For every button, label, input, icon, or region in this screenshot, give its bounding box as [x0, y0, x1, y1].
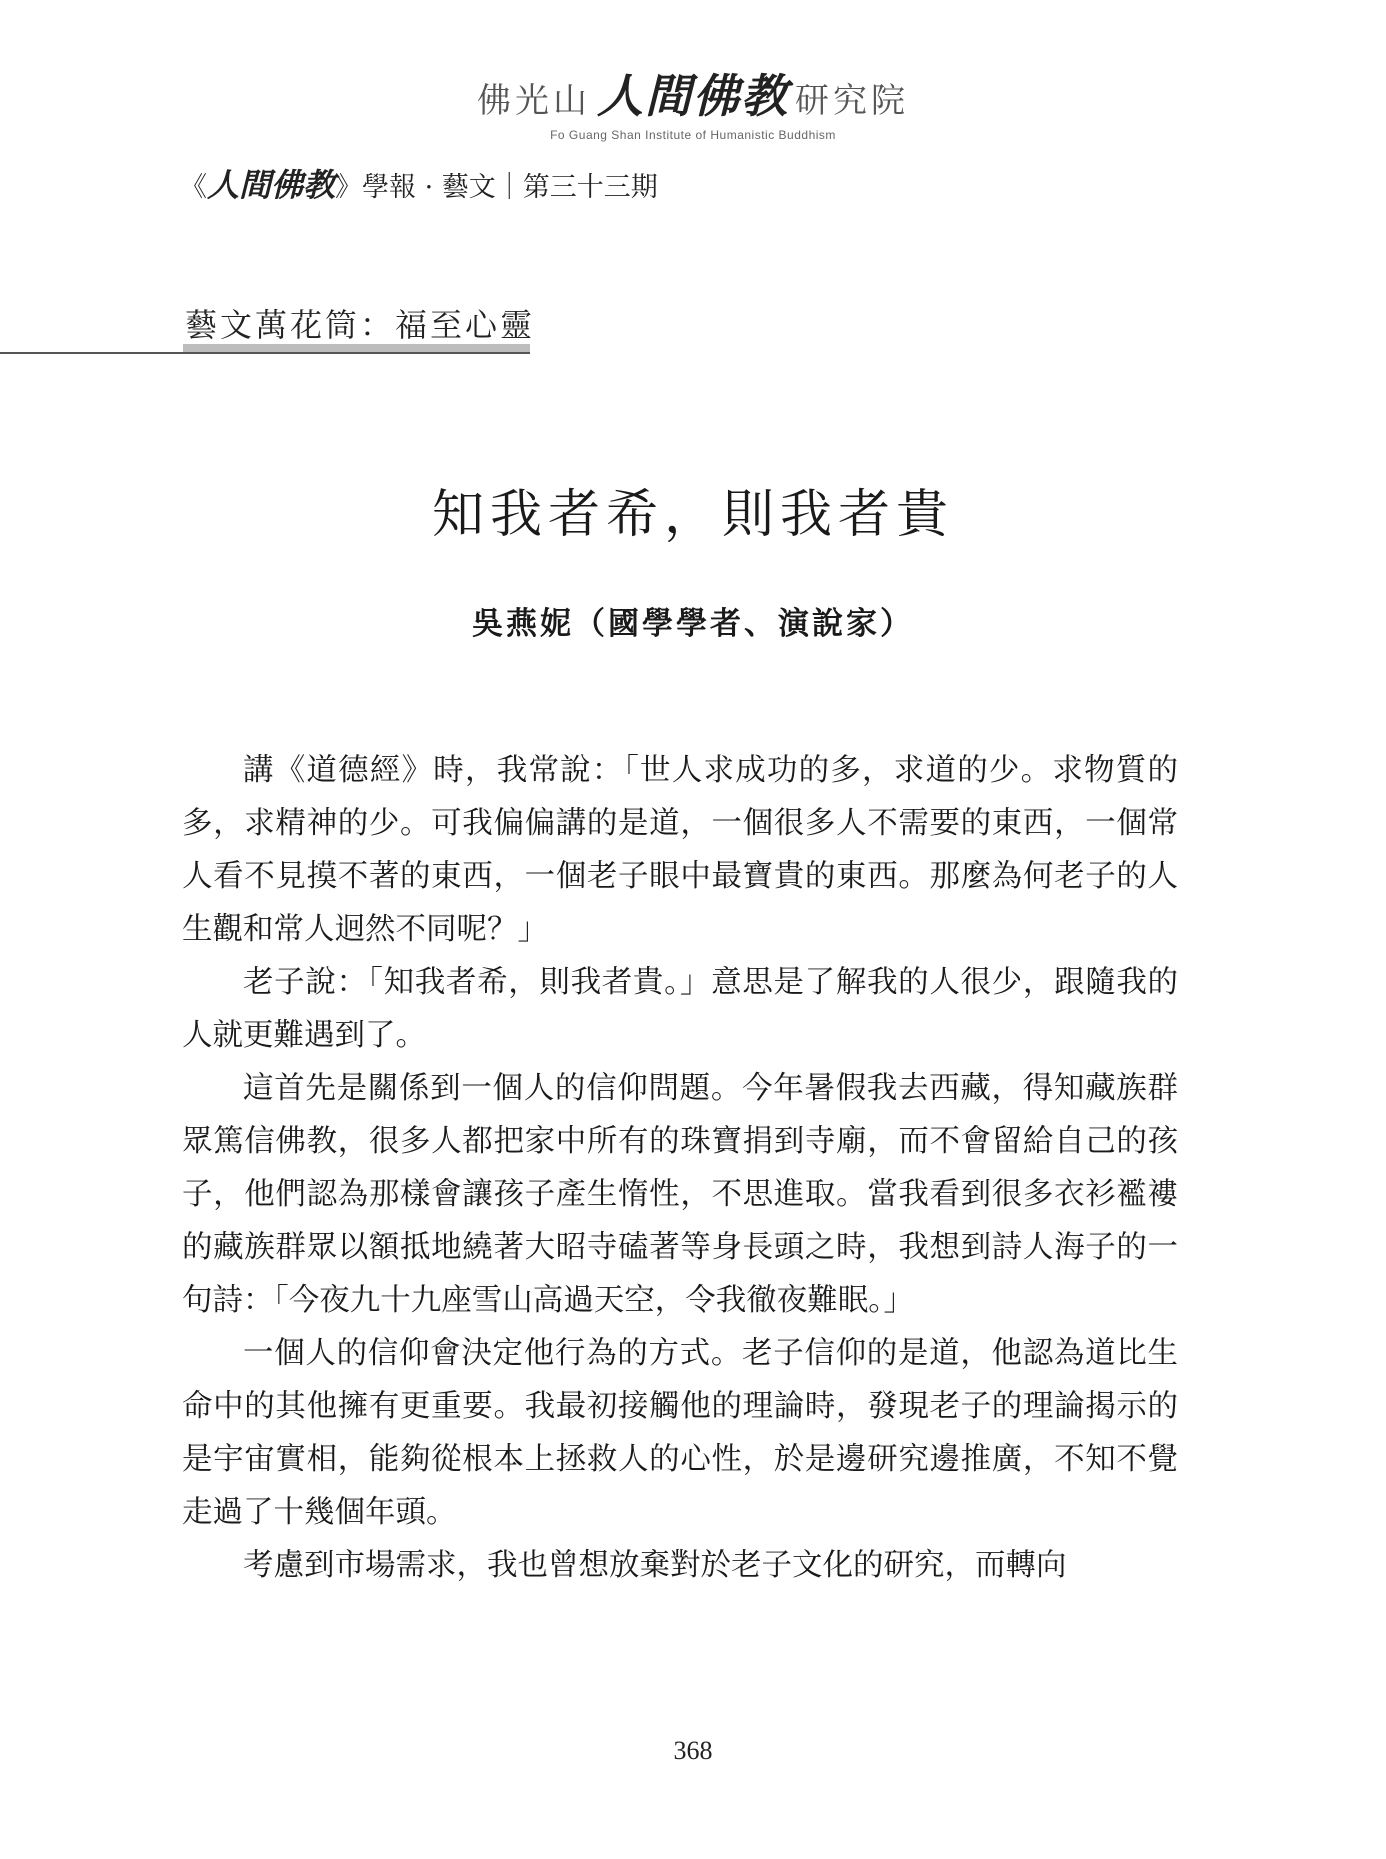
paragraph: 一個人的信仰會決定他行為的方式。老子信仰的是道，他認為道比生命中的其他擁有更重要。我最初接觸他的理論時，發現老子的理論揭示的是宇宙實相，能夠從根本上拯救人的心性，於是邊研究邊推廣，不知不覺走過了十幾個年頭。	[182, 1336, 1178, 1530]
section-title: 藝文萬花筒：福至心靈	[185, 306, 536, 344]
institute-name	[0, 60, 1386, 126]
page-number: 368	[673, 1736, 713, 1765]
institute-suffix: 研究院	[795, 81, 909, 121]
article-body	[182, 744, 1178, 1592]
journal-open-bracket: 《	[180, 172, 207, 203]
journal-close-bracket: 》	[335, 172, 363, 203]
section-underline	[183, 344, 530, 352]
paragraph: 考慮到市場需求，我也曾想放棄對於老子文化的研究，而轉向	[243, 1548, 1067, 1583]
paragraph: 老子說：「知我者希，則我者貴。」意思是了解我的人很少，跟隨我的人就更難遇到了。	[182, 965, 1178, 1053]
paragraph: 這首先是關係到一個人的信仰問題。今年暑假我去西藏，得知藏族群眾篤信佛教，很多人都把家中所有的珠寶捐到寺廟，而不會留給自己的孩子，他們認為那樣會讓孩子產生惰性，不思進取。當我看到很多衣衫襤褸的藏族群眾以額抵地繞著大昭寺磕著等身長頭之時，我想到詩人海子的一句詩：「今夜九十九座雪山高過天空，令我徹夜難眠。」	[182, 1071, 1178, 1318]
paragraph: 講《道德經》時，我常說：「世人求成功的多，求道的少。求物質的多，求精神的少。可我偏偏講的是道，一個很多人不需要的東西，一個常人看不見摸不著的東西，一個老子眼中最寶貴的東西。那麼為何老子的人生觀和常人迥然不同呢？」	[182, 753, 1178, 947]
institute-prefix: 佛光山	[477, 81, 591, 121]
institute-brand-logo: 人間佛教	[597, 69, 789, 123]
article-title: 知我者希，則我者貴	[431, 485, 954, 545]
journal-issue: 學報 · 藝文｜第三十三期	[362, 172, 658, 203]
institute-english-name: Fo Guang Shan Institute of Humanistic Buddhism	[550, 128, 836, 142]
article-author: 吳燕妮（國學學者、演說家）	[472, 606, 914, 642]
journal-brand: 人間佛教	[207, 166, 336, 204]
journal-header	[180, 160, 658, 206]
section-divider	[0, 352, 530, 354]
institute-header	[0, 60, 1386, 142]
